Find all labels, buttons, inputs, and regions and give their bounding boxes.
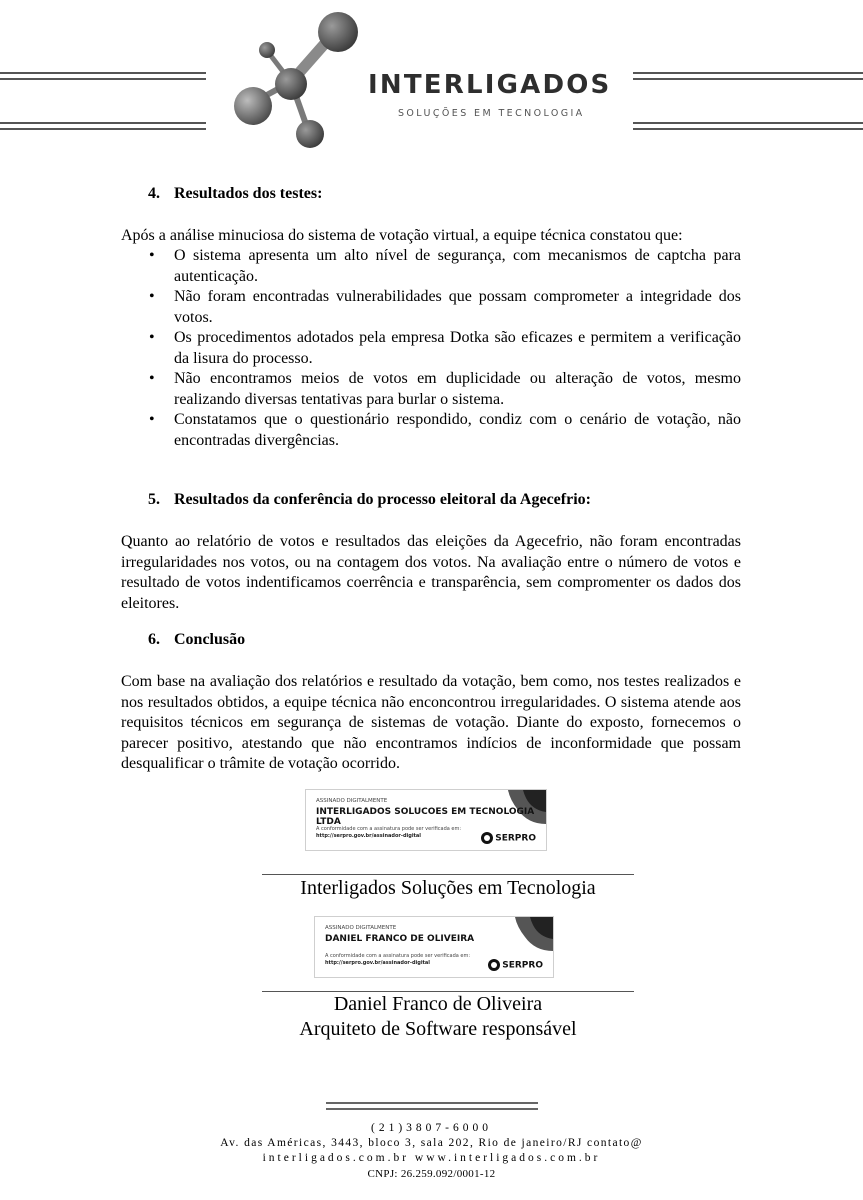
brand-name: INTERLIGADOS [368, 70, 612, 100]
section-4-number: 4. [148, 185, 160, 202]
header-rule-left-lower [0, 122, 206, 130]
footer-address-line-2: interligados.com.br www.interligados.com.br [262, 1152, 601, 1164]
signer-person-role: Arquiteto de Software responsável [299, 1018, 577, 1040]
section-4-bullet-list [174, 246, 741, 451]
serpro-icon [481, 832, 493, 844]
serpro-logo [481, 832, 536, 844]
list-item: • Não foram encontradas vulnerabilidades que possam comprometer a integridade dos votos. [174, 287, 741, 328]
serpro-logo [488, 959, 543, 971]
footer-address-line-1: Av. das Américas, 3443, bloco 3, sala 202, Rio de janeiro/RJ contato@ [220, 1137, 643, 1149]
header-rule-right-lower [633, 122, 863, 130]
list-item: • O sistema apresenta um alto nível de segurança, com mecanismos de captcha para autenticação. [174, 246, 741, 287]
stamp-url: http://serpro.gov.br/assinador-digital [316, 833, 422, 839]
section-5-paragraph: Quanto ao relatório de votos e resultados das eleições da Agecefrio, não foram encontradas irregularidades nos votos, ou na contagem dos votos. Na avaliação entre o número de votos e resultado de votos indentificamos coerrência e transparência, sem compromenter os dados dos eleitores. [121, 533, 741, 612]
stamp-note: A conformidade com a assinatura pode ser verificada em: [325, 953, 471, 959]
section-4-heading [148, 185, 322, 203]
signer-company-name: Interligados Soluções em Tecnologia [300, 877, 596, 899]
list-item: • Constatamos que o questionário respondido, condiz com o cenário de votação, não encontradas divergências. [174, 410, 741, 451]
serpro-icon [488, 959, 500, 971]
section-5-number: 5. [148, 491, 160, 508]
signer-person-name: Daniel Franco de Oliveira [333, 993, 543, 1015]
section-6-number: 6. [148, 631, 160, 648]
footer-phone: (21)3807-6000 [371, 1122, 492, 1134]
digital-signature-stamp-company [305, 789, 547, 851]
list-item: • Não encontramos meios de votos em duplicidade ou alteração de votos, mesmo realizando diversas tentativas para burlar o sistema. [174, 369, 741, 410]
section-5-heading [148, 491, 591, 509]
section-5-title: Resultados da conferência do processo eleitoral da Agecefrio: [174, 491, 591, 508]
section-6-title: Conclusão [174, 631, 246, 648]
digital-signature-stamp-person [314, 916, 554, 978]
stamp-note: A conformidade com a assinatura pode ser verificada em: [316, 826, 462, 832]
header-rule-right [633, 72, 863, 86]
stamp-signer-name: INTERLIGADOS SOLUCOES EM TECNOLOGIA LTDA [316, 807, 535, 827]
stamp-signer-name: DANIEL FRANCO DE OLIVEIRA [325, 934, 475, 944]
serpro-label: SERPRO [495, 833, 536, 844]
section-4-title: Resultados dos testes: [174, 185, 323, 202]
section-6-heading [148, 631, 245, 649]
stamp-label: ASSINADO DIGITALMENTE [325, 925, 397, 931]
signature-line [262, 874, 634, 875]
section-4-intro: Após a análise minuciosa do sistema de votação virtual, a equipe técnica constatou que: [121, 227, 683, 244]
footer-rule [326, 1102, 538, 1110]
header-rule-left [0, 72, 206, 86]
footer-cnpj: CNPJ: 26.259.092/0001-12 [367, 1168, 496, 1180]
list-item: • Os procedimentos adotados pela empresa Dotka são eficazes e permitem a verificação da lisura do processo. [174, 328, 741, 369]
signature-line [262, 991, 634, 992]
brand-tagline: SOLUÇÕES EM TECNOLOGIA [398, 108, 585, 119]
logo-molecule-icon [228, 6, 368, 154]
stamp-label: ASSINADO DIGITALMENTE [316, 798, 388, 804]
section-6-paragraph: Com base na avaliação dos relatórios e resultado da votação, bem como, nos testes realizados e nos resultados obtidos, a equipe técnica não enconcontrou irregularidades. O sistema atende aos requisitos técnicos em segurança de sistemas de votação. Diante do exposto, fornecemos o parecer positivo, atestando que não encontramos indícios de inconformidade que possam desqualificar o trâmite de votação ocorrido. [121, 673, 741, 772]
stamp-url: http://serpro.gov.br/assinador-digital [325, 960, 431, 966]
serpro-label: SERPRO [502, 960, 543, 971]
stamp-corner-icon [509, 917, 553, 951]
